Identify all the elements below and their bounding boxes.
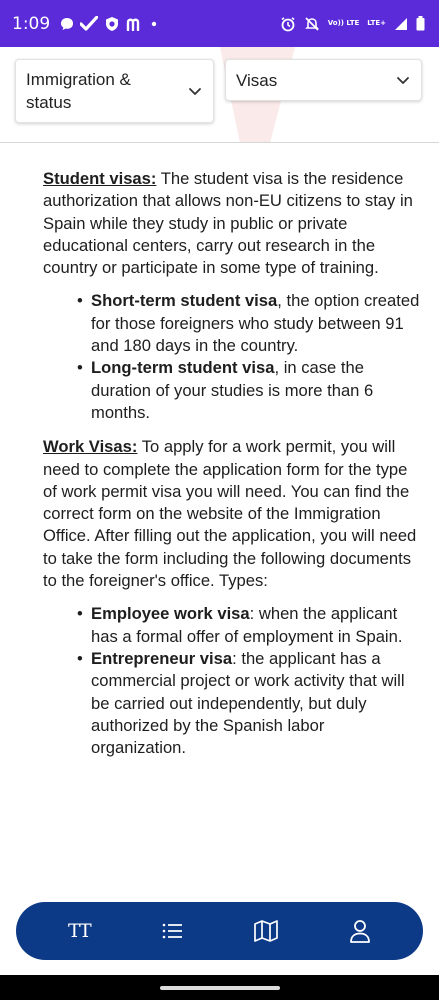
work-visas-heading: Work Visas: <box>43 437 138 457</box>
profile-button[interactable] <box>338 909 382 953</box>
status-time: 1:09 <box>12 13 51 34</box>
text-size-button[interactable] <box>57 909 101 953</box>
home-indicator[interactable] <box>160 986 280 990</box>
list-item: • Long-term student visa, in case the duration of your studies is more than 6 months. <box>77 357 423 424</box>
system-icons <box>280 16 425 32</box>
text-size-icon: TT <box>68 920 90 942</box>
chevron-down-icon <box>187 83 203 99</box>
map-icon <box>253 919 279 943</box>
status-bar <box>0 0 439 47</box>
lte-label: LTE+ <box>367 19 386 27</box>
alarm-icon <box>280 16 296 32</box>
m-icon <box>126 17 143 31</box>
filter-bar <box>0 47 439 143</box>
student-visas-body: The student visa is the residence authorization that allows non-EU citizens to stay in Spain while they study in public or private educational centers, carry out research in the country or participate in some type of training. <box>43 169 413 278</box>
battery-icon <box>416 16 425 31</box>
dot-icon <box>149 19 159 29</box>
chat-bubble-icon <box>60 17 74 31</box>
profile-icon <box>349 919 371 943</box>
network-label: Vo)) LTE <box>327 19 360 27</box>
mute-icon <box>304 16 320 32</box>
article-content <box>43 168 423 771</box>
student-visas-list <box>43 290 423 424</box>
list-item: • Short-term student visa, the option created for those foreigners who study between 91 and 180 days in the country. <box>77 290 423 357</box>
category-dropdown[interactable] <box>15 59 214 123</box>
map-button[interactable] <box>244 909 288 953</box>
subcategory-dropdown-label: Visas <box>236 70 278 90</box>
list-icon <box>161 921 185 941</box>
list-button[interactable] <box>151 909 195 953</box>
notification-icons <box>60 16 159 32</box>
list-item: • Entrepreneur visa: the applicant has a commercial project or work activity that will be carried out independently, but duly authorized by the Spanish labor organization. <box>77 648 423 759</box>
shield-icon <box>104 16 120 32</box>
bottom-navigation <box>16 902 423 960</box>
work-visas-body: To apply for a work permit, you will need to complete the application form for the type of work permit visa you will need. You can find the correct form on the website of the Immigration Office. After filling out the application, you will need to take the form including the following documents to the foreigner's office. Types: <box>43 437 417 591</box>
signal-icon <box>394 17 408 31</box>
subcategory-dropdown[interactable] <box>225 59 422 101</box>
category-dropdown-label: Immigration & status <box>26 70 131 112</box>
student-visas-paragraph <box>43 168 423 279</box>
work-visas-paragraph <box>43 436 423 592</box>
check-icon <box>80 16 98 32</box>
student-visas-heading: Student visas: <box>43 169 157 188</box>
gesture-bar <box>0 975 439 1000</box>
list-item: • Employee work visa: when the applicant has a formal offer of employment in Spain. <box>77 603 423 648</box>
chevron-down-icon <box>395 72 411 88</box>
work-visas-list <box>43 603 423 759</box>
